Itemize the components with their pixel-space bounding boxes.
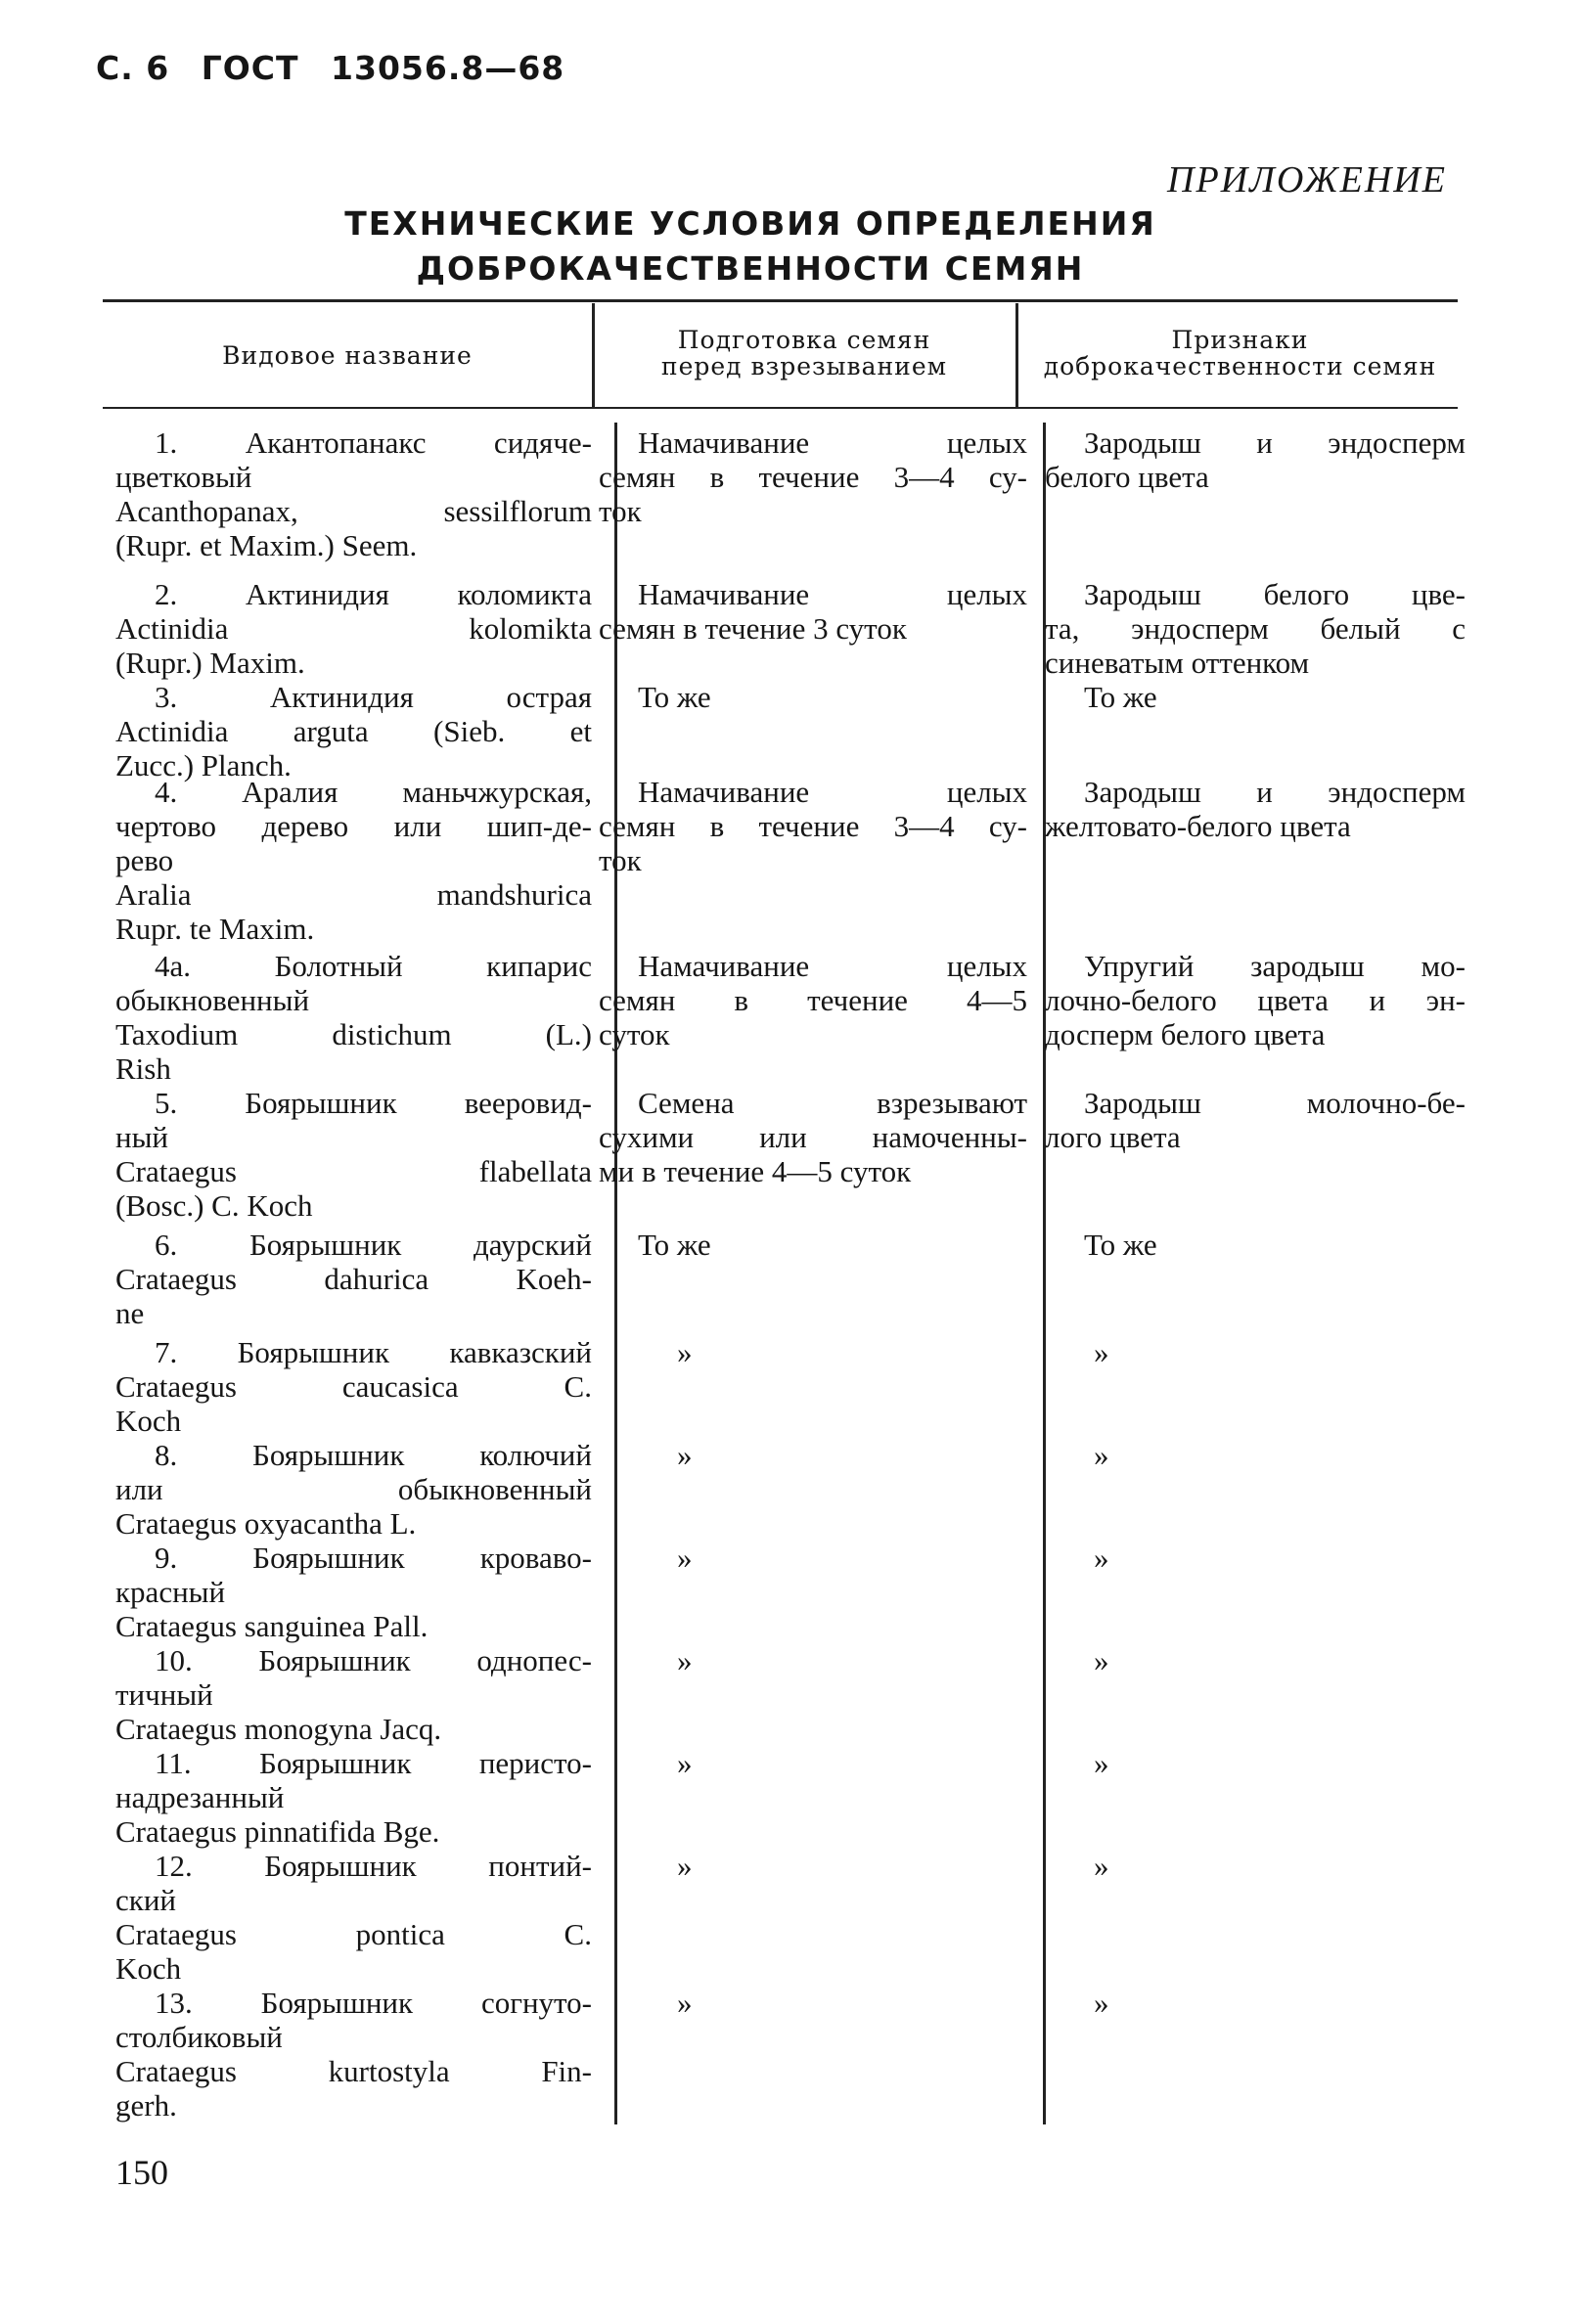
species-name-cell-line: чертово дерево или шип-де- (115, 809, 592, 843)
preparation-cell (599, 680, 1027, 714)
quality-signs-cell (1045, 1228, 1466, 1262)
species-name-cell-line: (Bosc.) C. Koch (115, 1188, 313, 1223)
preparation-cell-line: сухими или намоченны- (599, 1120, 1027, 1154)
species-name-cell-line: Aralia mandshurica (115, 877, 592, 912)
species-name-cell-line: Actinidia arguta (Sieb. et (115, 714, 592, 748)
species-name-cell-line: Crataegus dahurica Koeh- (115, 1262, 592, 1296)
quality-signs-cell (1045, 425, 1466, 494)
quality-signs-cell-line: То же (1084, 1228, 1157, 1262)
species-name-cell-line: Crataegus monogyna Jacq. (115, 1712, 442, 1746)
species-name-cell-line: ский (115, 1883, 176, 1917)
species-name-cell-line: ne (115, 1296, 145, 1330)
quality-signs-cell-line: синеватым оттенком (1045, 646, 1310, 680)
ditto-mark: » (677, 1986, 693, 2020)
species-name-cell-line: Koch (115, 1951, 182, 1986)
species-name-cell-line: 6. Боярышник даурский (155, 1228, 592, 1262)
preparation-cell (599, 1228, 1027, 1262)
appendix-label: ПРИЛОЖЕНИЕ (1167, 159, 1447, 201)
document-title-line1: ТЕХНИЧЕСКИЕ УСЛОВИЯ ОПРЕДЕЛЕНИЯ (344, 204, 1156, 243)
species-name-cell-line: обыкновенный (115, 983, 310, 1017)
quality-signs-cell-line: белого цвета (1045, 460, 1209, 494)
quality-signs-cell-line: желтовато-белого цвета (1045, 809, 1351, 843)
preparation-cell-line: семян в течение 3 суток (599, 611, 907, 646)
ditto-mark: » (677, 1746, 693, 1780)
column-header-signs (1022, 327, 1458, 380)
species-name-cell (115, 1746, 592, 1849)
species-name-cell-line: столбиковый (115, 2020, 283, 2054)
standard-number: 13056.8—68 (331, 49, 565, 87)
species-name-cell-line: (Rupr. et Maxim.) Seem. (115, 528, 418, 562)
species-name-cell-line: или обыкновенный (115, 1472, 592, 1506)
preparation-cell-line: семян в течение 3—4 су- (599, 809, 1027, 843)
preparation-cell-line: То же (638, 1228, 711, 1262)
page-number: 150 (115, 2153, 168, 2192)
ditto-mark: » (1094, 1438, 1109, 1472)
preparation-cell-line: ми в течение 4—5 суток (599, 1154, 912, 1188)
species-name-cell (115, 1541, 592, 1643)
species-name-cell-line: Zucc.) Planch. (115, 748, 292, 782)
quality-signs-cell-line: Зародыш и эндосперм (1084, 425, 1466, 460)
species-name-cell-line: Acanthopanax, sessilflorum (115, 494, 592, 528)
species-name-cell-line: Crataegus pinnatifida Bge. (115, 1814, 440, 1849)
species-name-cell-line: 4а. Болотный кипарис (155, 949, 592, 983)
column-header-preparation (599, 327, 1010, 380)
species-name-cell-line: 13. Боярышник согнуто- (155, 1986, 592, 2020)
body-divider-1 (614, 423, 617, 2124)
column-header-signs-line2: доброкачественности семян (1043, 352, 1437, 380)
ditto-mark: » (1094, 1849, 1109, 1883)
species-name-cell-line: надрезанный (115, 1780, 285, 1814)
quality-signs-cell (1045, 775, 1466, 843)
species-name-cell-line: 1. Акантопанакс сидяче- (155, 425, 592, 460)
preparation-cell-line: ток (599, 494, 642, 528)
species-name-cell (115, 1986, 592, 2123)
species-name-cell-line: 8. Боярышник колючий (155, 1438, 592, 1472)
preparation-cell (599, 1086, 1027, 1188)
species-name-cell-line: красный (115, 1575, 226, 1609)
species-name-cell-line: Crataegus sanguinea Pall. (115, 1609, 429, 1643)
preparation-cell (599, 577, 1027, 646)
species-name-cell (115, 949, 592, 1086)
quality-signs-cell (1045, 680, 1466, 714)
preparation-cell (599, 425, 1027, 528)
species-name-cell-line: gerh. (115, 2088, 177, 2123)
preparation-cell (599, 775, 1027, 877)
preparation-cell-line: семян в течение 3—4 су- (599, 460, 1027, 494)
ditto-mark: » (677, 1849, 693, 1883)
preparation-cell-line: То же (638, 680, 711, 714)
species-name-cell (115, 425, 592, 562)
ditto-mark: » (677, 1438, 693, 1472)
header-bottom-rule (103, 407, 1458, 409)
quality-signs-cell-line: лочно-белого цвета и эн- (1045, 983, 1466, 1017)
preparation-cell-line: ток (599, 843, 642, 877)
species-name-cell (115, 1086, 592, 1223)
quality-signs-cell-line: То же (1084, 680, 1157, 714)
species-name-cell-line: 2. Актинидия коломикта (155, 577, 592, 611)
species-name-cell (115, 680, 592, 782)
preparation-cell-line: Намачивание целых (638, 775, 1027, 809)
table-top-rule (103, 299, 1458, 302)
column-header-preparation-line2: перед взрезыванием (660, 352, 948, 380)
quality-signs-cell-line: Зародыш молочно-бе- (1084, 1086, 1466, 1120)
preparation-cell-line: Семена взрезывают (638, 1086, 1027, 1120)
quality-signs-cell-line: та, эндосперм белый с (1045, 611, 1466, 646)
header-divider-2 (1015, 303, 1018, 407)
ditto-mark: » (1094, 1986, 1109, 2020)
species-name-cell-line: Crataegus kurtostyla Fin- (115, 2054, 592, 2088)
species-name-cell-line: 4. Аралия маньчжурская, (155, 775, 592, 809)
species-name-cell-line: Taxodium distichum (L.) (115, 1017, 592, 1051)
species-name-cell-line: тичный (115, 1677, 213, 1712)
species-name-cell-line: 3. Актинидия острая (155, 680, 592, 714)
species-name-cell-line: (Rupr.) Maxim. (115, 646, 305, 680)
preparation-cell (599, 949, 1027, 1051)
document-title-line2: ДОБРОКАЧЕСТВЕННОСТИ СЕМЯН (416, 249, 1085, 288)
species-name-cell-line: 12. Боярышник понтий- (155, 1849, 592, 1883)
ditto-mark: » (677, 1643, 693, 1677)
standard-label: ГОСТ (201, 49, 299, 87)
preparation-cell-line: семян в течение 4—5 (599, 983, 1027, 1017)
species-name-cell (115, 1228, 592, 1330)
species-name-cell-line: 10. Боярышник однопес- (155, 1643, 592, 1677)
ditto-mark: » (1094, 1541, 1109, 1575)
preparation-cell-line: Намачивание целых (638, 577, 1027, 611)
ditto-mark: » (1094, 1746, 1109, 1780)
species-name-cell-line: Actinidia kolomikta (115, 611, 592, 646)
preparation-cell-line: Намачивание целых (638, 949, 1027, 983)
species-name-cell-line: Crataegus pontica C. (115, 1917, 592, 1951)
running-header (96, 49, 584, 87)
species-name-cell-line: Rupr. te Maxim. (115, 912, 315, 946)
species-name-cell-line: 9. Боярышник кроваво- (155, 1541, 592, 1575)
preparation-cell-line: Намачивание целых (638, 425, 1027, 460)
page-ref: С. 6 (96, 49, 170, 87)
ditto-mark: » (677, 1335, 693, 1369)
quality-signs-cell-line: Зародыш белого цве- (1084, 577, 1466, 611)
column-header-signs-line1: Признаки (1171, 326, 1309, 354)
species-name-cell-line: 5. Боярышник вееровид- (155, 1086, 592, 1120)
ditto-mark: » (677, 1541, 693, 1575)
species-name-cell-line: Crataegus flabellata (115, 1154, 592, 1188)
species-name-cell (115, 1438, 592, 1541)
species-name-cell-line: ный (115, 1120, 169, 1154)
preparation-cell-line: суток (599, 1017, 670, 1051)
quality-signs-cell (1045, 1086, 1466, 1154)
species-name-cell (115, 775, 592, 946)
species-name-cell-line: 7. Боярышник кавказский (155, 1335, 592, 1369)
species-name-cell (115, 1643, 592, 1746)
column-header-preparation-line1: Подготовка семян (677, 326, 931, 354)
quality-signs-cell-line: лого цвета (1045, 1120, 1181, 1154)
header-divider-1 (592, 303, 595, 407)
quality-signs-cell-line: Упругий зародыш мо- (1084, 949, 1466, 983)
species-name-cell-line: рево (115, 843, 174, 877)
ditto-mark: » (1094, 1643, 1109, 1677)
quality-signs-cell (1045, 577, 1466, 680)
quality-signs-cell-line: Зародыш и эндосперм (1084, 775, 1466, 809)
quality-signs-cell-line: досперм белого цвета (1045, 1017, 1326, 1051)
species-name-cell-line: цветковый (115, 460, 252, 494)
column-header-name: Видовое название (222, 341, 473, 370)
species-name-cell (115, 1849, 592, 1986)
species-name-cell (115, 1335, 592, 1438)
species-name-cell-line: Crataegus oxyacantha L. (115, 1506, 417, 1541)
species-name-cell-line: Rish (115, 1051, 171, 1086)
species-name-cell-line: Crataegus caucasica C. (115, 1369, 592, 1404)
quality-signs-cell (1045, 949, 1466, 1051)
ditto-mark: » (1094, 1335, 1109, 1369)
species-name-cell-line: 11. Боярышник перисто- (155, 1746, 592, 1780)
species-name-cell-line: Koch (115, 1404, 182, 1438)
species-name-cell (115, 577, 592, 680)
